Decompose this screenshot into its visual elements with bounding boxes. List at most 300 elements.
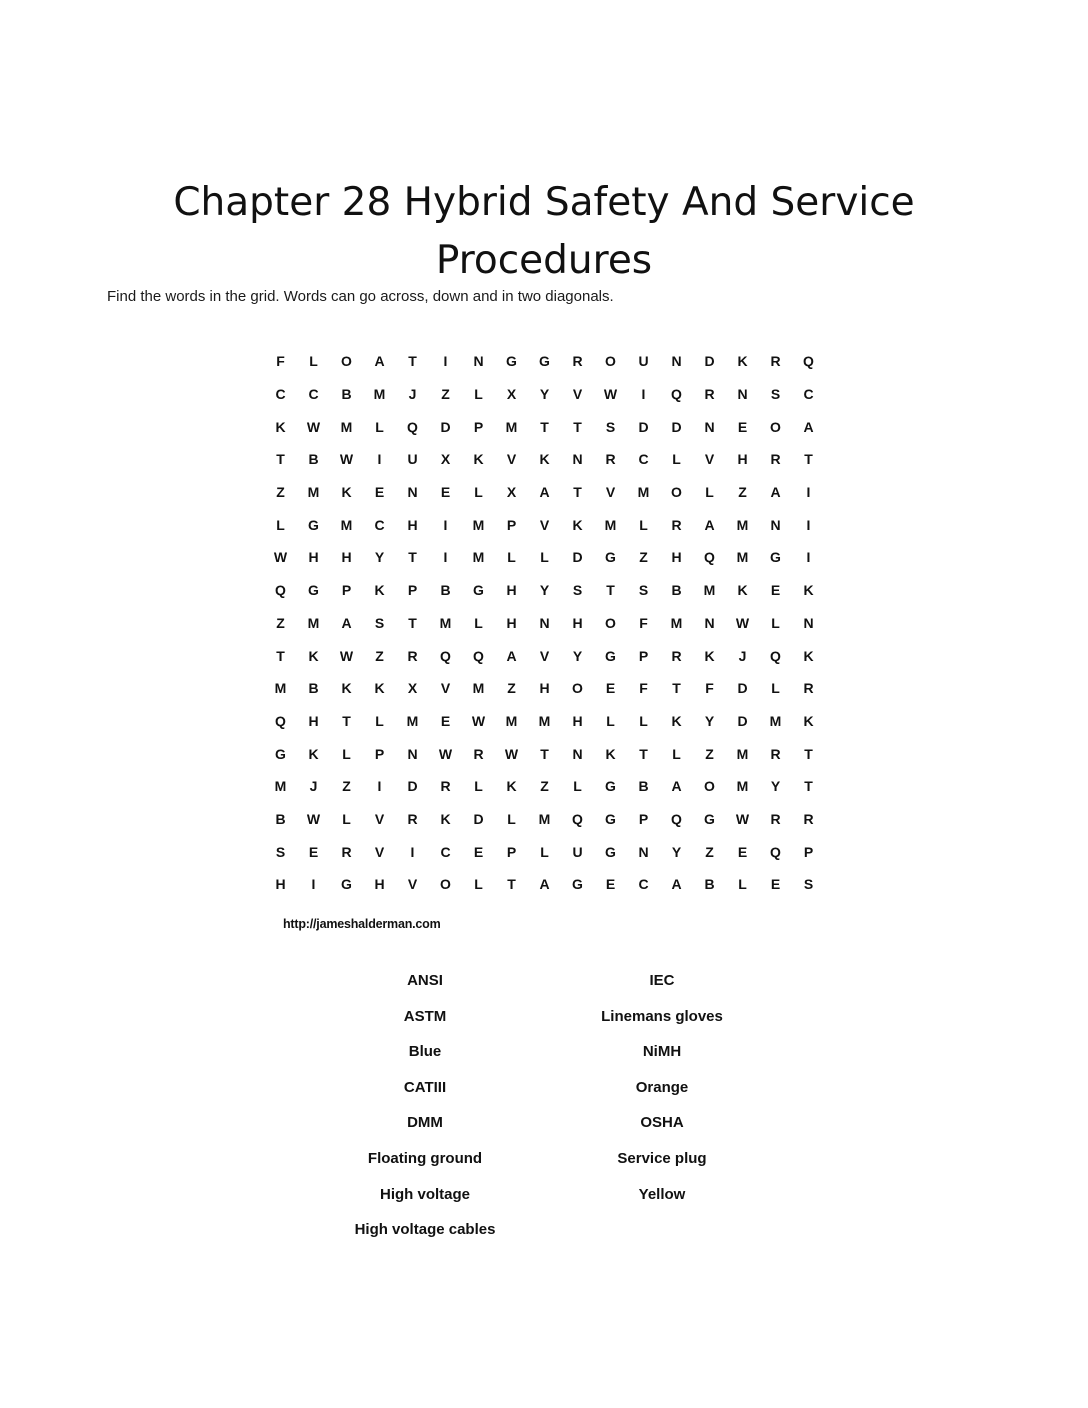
grid-letter: Z [705, 843, 714, 860]
grid-letter: H [275, 876, 286, 893]
grid-letter: M [736, 516, 749, 533]
grid-row [264, 835, 825, 868]
grid-letter: S [572, 582, 583, 599]
page-title-line-1: Chapter 28 Hybrid Safety And Service [173, 180, 915, 226]
grid-letter: N [737, 386, 748, 403]
grid-letter: N [803, 614, 814, 631]
grid-letter: R [671, 647, 682, 664]
grid-letter: I [311, 876, 316, 893]
grid-letter: S [275, 843, 286, 860]
grid-letter: M [538, 712, 551, 729]
grid-letter: F [639, 680, 648, 697]
grid-letter: H [308, 549, 319, 566]
grid-letter: V [572, 386, 583, 403]
grid-letter: E [440, 712, 451, 729]
grid-letter: L [474, 876, 483, 893]
grid-letter: K [275, 418, 286, 435]
grid-letter: X [407, 680, 418, 697]
grid-letter: M [340, 516, 353, 533]
grid-letter: M [736, 745, 749, 762]
grid-letter: L [474, 484, 483, 501]
grid-letter: L [540, 549, 549, 566]
grid-row [264, 639, 825, 672]
grid-letter: L [639, 516, 648, 533]
grid-row [264, 803, 825, 836]
grid-row [264, 410, 825, 443]
grid-letter: V [374, 810, 385, 827]
grid-letter: G [605, 647, 616, 664]
grid-letter: A [704, 516, 715, 533]
grid-letter: I [806, 484, 811, 501]
grid-letter: D [704, 353, 715, 370]
grid-letter: K [308, 745, 319, 762]
grid-letter: U [407, 451, 418, 468]
grid-row [264, 345, 825, 378]
grid-letter: L [276, 516, 285, 533]
grid-letter: Y [539, 386, 550, 403]
grid-letter: H [539, 680, 550, 697]
grid-letter: H [341, 549, 352, 566]
grid-letter: B [308, 680, 319, 697]
grid-letter: U [572, 843, 583, 860]
grid-letter: L [672, 745, 681, 762]
grid-row [264, 672, 825, 705]
grid-letter: I [806, 516, 811, 533]
grid-letter: I [443, 516, 448, 533]
grid-letter: L [705, 484, 714, 501]
grid-letter: O [671, 484, 682, 501]
grid-letter: K [374, 680, 385, 697]
grid-letter: C [803, 386, 814, 403]
grid-letter: P [407, 582, 418, 599]
grid-letter: M [769, 712, 782, 729]
grid-letter: V [539, 647, 550, 664]
grid-letter: R [440, 778, 451, 795]
grid-letter: W [306, 810, 321, 827]
grid-letter: W [339, 647, 354, 664]
grid-letter: K [704, 647, 715, 664]
grid-letter: N [539, 614, 550, 631]
grid-letter: I [443, 549, 448, 566]
grid-letter: V [539, 516, 550, 533]
grid-letter: G [572, 876, 583, 893]
grid-letter: L [573, 778, 582, 795]
grid-letter: G [605, 778, 616, 795]
grid-letter: G [308, 516, 319, 533]
grid-letter: H [572, 614, 583, 631]
grid-letter: P [506, 843, 517, 860]
grid-row [264, 737, 825, 770]
grid-letter: M [505, 418, 518, 435]
grid-letter: B [308, 451, 319, 468]
grid-letter: I [443, 353, 448, 370]
grid-letter: W [339, 451, 354, 468]
grid-letter: K [374, 582, 385, 599]
grid-letter: E [473, 843, 484, 860]
grid-letter: L [507, 549, 516, 566]
grid-letter: A [770, 484, 781, 501]
word-list-item: ASTM [403, 1007, 447, 1025]
grid-letter: H [407, 516, 418, 533]
grid-letter: R [341, 843, 352, 860]
grid-letter: K [803, 647, 814, 664]
grid-letter: T [408, 549, 417, 566]
grid-letter: I [806, 549, 811, 566]
grid-letter: V [506, 451, 517, 468]
grid-letter: M [637, 484, 650, 501]
grid-letter: Q [704, 549, 715, 566]
grid-letter: L [342, 810, 351, 827]
grid-letter: L [375, 712, 384, 729]
grid-letter: O [572, 680, 583, 697]
grid-letter: L [672, 451, 681, 468]
grid-letter: D [407, 778, 418, 795]
grid-letter: B [638, 778, 649, 795]
grid-letter: T [342, 712, 351, 729]
grid-letter: A [539, 876, 550, 893]
grid-letter: Q [407, 418, 418, 435]
grid-letter: M [505, 712, 518, 729]
grid-letter: P [374, 745, 385, 762]
grid-letter: H [737, 451, 748, 468]
grid-letter: Y [539, 582, 550, 599]
grid-letter: T [408, 614, 417, 631]
grid-letter: H [506, 582, 517, 599]
grid-letter: R [407, 647, 418, 664]
grid-letter: F [276, 353, 285, 370]
grid-letter: K [737, 353, 748, 370]
grid-letter: O [605, 353, 616, 370]
grid-letter: O [605, 614, 616, 631]
grid-letter: N [407, 484, 418, 501]
grid-letter: N [473, 353, 484, 370]
grid-letter: D [671, 418, 682, 435]
grid-letter: C [275, 386, 286, 403]
grid-letter: X [506, 484, 517, 501]
grid-letter: M [472, 680, 485, 697]
grid-letter: R [605, 451, 616, 468]
grid-letter: P [638, 810, 649, 827]
grid-letter: Z [540, 778, 549, 795]
grid-letter: H [374, 876, 385, 893]
grid-letter: A [803, 418, 814, 435]
grid-letter: W [438, 745, 453, 762]
grid-letter: Y [572, 647, 583, 664]
grid-letter: W [735, 810, 750, 827]
grid-letter: G [275, 745, 286, 762]
grid-letter: M [472, 516, 485, 533]
grid-letter: O [341, 353, 352, 370]
grid-letter: L [375, 418, 384, 435]
grid-letter: B [275, 810, 286, 827]
grid-letter: D [473, 810, 484, 827]
grid-letter: I [377, 778, 382, 795]
grid-letter: G [473, 582, 484, 599]
grid-letter: K [803, 712, 814, 729]
grid-letter: C [638, 876, 649, 893]
grid-letter: M [373, 386, 386, 403]
grid-letter: V [605, 484, 616, 501]
grid-letter: Y [374, 549, 385, 566]
grid-letter: P [506, 516, 517, 533]
grid-row [264, 443, 825, 476]
grid-letter: Q [671, 386, 682, 403]
grid-letter: T [507, 876, 516, 893]
grid-letter: L [771, 614, 780, 631]
grid-letter: K [308, 647, 319, 664]
grid-letter: E [308, 843, 319, 860]
grid-row [264, 574, 825, 607]
grid-letter: M [604, 516, 617, 533]
grid-letter: Y [770, 778, 781, 795]
grid-letter: R [572, 353, 583, 370]
grid-letter: K [737, 582, 748, 599]
word-list-left-column [300, 963, 550, 1248]
grid-letter: M [472, 549, 485, 566]
grid-letter: N [572, 745, 583, 762]
grid-letter: P [473, 418, 484, 435]
grid-letter: L [309, 353, 318, 370]
grid-row [264, 476, 825, 509]
grid-letter: Z [375, 647, 384, 664]
grid-letter: K [341, 680, 352, 697]
grid-letter: K [341, 484, 352, 501]
grid-letter: T [276, 647, 285, 664]
grid-letter: M [538, 810, 551, 827]
grid-letter: M [703, 582, 716, 599]
grid-letter: W [504, 745, 519, 762]
grid-letter: V [407, 876, 418, 893]
grid-letter: L [639, 712, 648, 729]
grid-letter: E [440, 484, 451, 501]
grid-letter: M [274, 778, 287, 795]
grid-letter: L [507, 810, 516, 827]
grid-letter: G [605, 843, 616, 860]
grid-letter: E [737, 418, 748, 435]
grid-letter: G [605, 810, 616, 827]
word-list-item: OSHA [640, 1114, 684, 1132]
word-list-item: High voltage cables [354, 1221, 496, 1239]
grid-letter: J [738, 647, 747, 664]
grid-letter: W [735, 614, 750, 631]
grid-letter: J [408, 386, 417, 403]
grid-letter: X [506, 386, 517, 403]
grid-letter: E [770, 582, 781, 599]
grid-letter: U [638, 353, 649, 370]
grid-letter: A [374, 353, 385, 370]
grid-letter: Q [770, 647, 781, 664]
grid-letter: X [440, 451, 451, 468]
grid-letter: C [440, 843, 451, 860]
grid-letter: K [539, 451, 550, 468]
grid-letter: H [572, 712, 583, 729]
grid-letter: C [374, 516, 385, 533]
grid-letter: Z [738, 484, 747, 501]
grid-letter: K [671, 712, 682, 729]
grid-letter: T [804, 451, 813, 468]
grid-letter: B [440, 582, 451, 599]
grid-letter: I [377, 451, 382, 468]
grid-letter: O [770, 418, 781, 435]
grid-letter: T [540, 745, 549, 762]
grid-row [264, 607, 825, 640]
grid-letter: A [671, 778, 682, 795]
grid-letter: L [474, 778, 483, 795]
grid-letter: T [639, 745, 648, 762]
grid-letter: I [410, 843, 415, 860]
grid-row [264, 508, 825, 541]
grid-letter: L [474, 614, 483, 631]
grid-letter: A [506, 647, 517, 664]
grid-letter: T [276, 451, 285, 468]
grid-letter: N [770, 516, 781, 533]
grid-letter: N [572, 451, 583, 468]
grid-letter: R [407, 810, 418, 827]
grid-letter: P [803, 843, 814, 860]
grid-letter: K [473, 451, 484, 468]
grid-letter: K [605, 745, 616, 762]
grid-letter: T [573, 484, 582, 501]
grid-letter: R [803, 810, 814, 827]
grid-letter: Q [440, 647, 451, 664]
grid-letter: R [671, 516, 682, 533]
grid-letter: Q [671, 810, 682, 827]
instructions-text: Find the words in the grid. Words can go across, down and in two diagonals. [107, 288, 614, 305]
grid-letter: G [704, 810, 715, 827]
word-list-item: Yellow [638, 1185, 686, 1203]
grid-letter: L [606, 712, 615, 729]
grid-letter: N [704, 614, 715, 631]
grid-letter: V [440, 680, 451, 697]
grid-letter: A [539, 484, 550, 501]
word-list-item: Service plug [617, 1149, 707, 1167]
grid-letter: D [638, 418, 649, 435]
grid-letter: D [737, 680, 748, 697]
grid-row [264, 378, 825, 411]
grid-letter: S [605, 418, 616, 435]
grid-letter: G [770, 549, 781, 566]
grid-letter: S [638, 582, 649, 599]
grid-letter: T [804, 745, 813, 762]
grid-letter: S [803, 876, 814, 893]
grid-letter: D [440, 418, 451, 435]
page-title-line-2: Procedures [435, 238, 653, 284]
grid-letter: L [738, 876, 747, 893]
grid-letter: L [771, 680, 780, 697]
word-list-item: NiMH [642, 1043, 682, 1061]
grid-letter: Q [803, 353, 814, 370]
grid-letter: M [736, 778, 749, 795]
grid-letter: S [374, 614, 385, 631]
grid-letter: Q [473, 647, 484, 664]
grid-letter: N [638, 843, 649, 860]
word-list-item: ANSI [407, 972, 443, 989]
grid-letter: K [506, 778, 517, 795]
grid-letter: Y [671, 843, 682, 860]
grid-letter: V [704, 451, 715, 468]
grid-letter: K [572, 516, 583, 533]
grid-letter: Q [275, 712, 286, 729]
grid-letter: J [309, 778, 318, 795]
grid-letter: M [670, 614, 683, 631]
grid-letter: A [341, 614, 352, 631]
word-list-item: Linemans gloves [601, 1007, 723, 1025]
grid-letter: T [804, 778, 813, 795]
grid-letter: W [273, 549, 288, 566]
grid-letter: F [639, 614, 648, 631]
grid-letter: M [307, 484, 320, 501]
word-list-item: High voltage [379, 1185, 470, 1203]
grid-letter: M [307, 614, 320, 631]
grid-letter: Z [276, 614, 285, 631]
grid-letter: Z [507, 680, 516, 697]
grid-letter: D [737, 712, 748, 729]
word-list-right-column [537, 963, 787, 1212]
grid-letter: L [474, 386, 483, 403]
page-title [0, 174, 1088, 290]
word-list-item: DMM [407, 1114, 443, 1132]
grid-row [264, 541, 825, 574]
grid-letter: E [770, 876, 781, 893]
grid-letter: Q [275, 582, 286, 599]
grid-letter: N [704, 418, 715, 435]
word-search-grid [264, 345, 825, 901]
grid-letter: Q [572, 810, 583, 827]
grid-letter: P [638, 647, 649, 664]
grid-letter: T [540, 418, 549, 435]
grid-letter: W [471, 712, 486, 729]
grid-letter: L [342, 745, 351, 762]
grid-letter: G [506, 353, 517, 370]
grid-letter: S [770, 386, 781, 403]
grid-letter: H [308, 712, 319, 729]
word-list-item: IEC [649, 972, 675, 989]
grid-letter: Y [704, 712, 715, 729]
grid-letter: C [308, 386, 319, 403]
grid-letter: W [603, 386, 618, 403]
grid-letter: T [408, 353, 417, 370]
grid-letter: N [671, 353, 682, 370]
grid-letter: R [803, 680, 814, 697]
grid-letter: K [803, 582, 814, 599]
grid-letter: B [671, 582, 682, 599]
grid-letter: R [770, 353, 781, 370]
grid-letter: Z [342, 778, 351, 795]
grid-letter: O [704, 778, 715, 795]
grid-row [264, 868, 825, 901]
word-list-item: Blue [408, 1043, 442, 1061]
source-url: http://jameshalderman.com [283, 917, 441, 931]
grid-letter: R [473, 745, 484, 762]
grid-letter: B [341, 386, 352, 403]
grid-letter: C [638, 451, 649, 468]
grid-letter: N [407, 745, 418, 762]
grid-letter: R [770, 451, 781, 468]
grid-letter: M [736, 549, 749, 566]
grid-letter: T [672, 680, 681, 697]
grid-letter: M [274, 680, 287, 697]
grid-letter: D [572, 549, 583, 566]
word-list-item: Floating ground [367, 1149, 483, 1167]
grid-letter: Z [276, 484, 285, 501]
grid-letter: O [440, 876, 451, 893]
grid-letter: Z [705, 745, 714, 762]
grid-letter: E [605, 876, 616, 893]
grid-letter: E [737, 843, 748, 860]
grid-letter: M [439, 614, 452, 631]
grid-letter: F [705, 680, 714, 697]
grid-letter: B [704, 876, 715, 893]
